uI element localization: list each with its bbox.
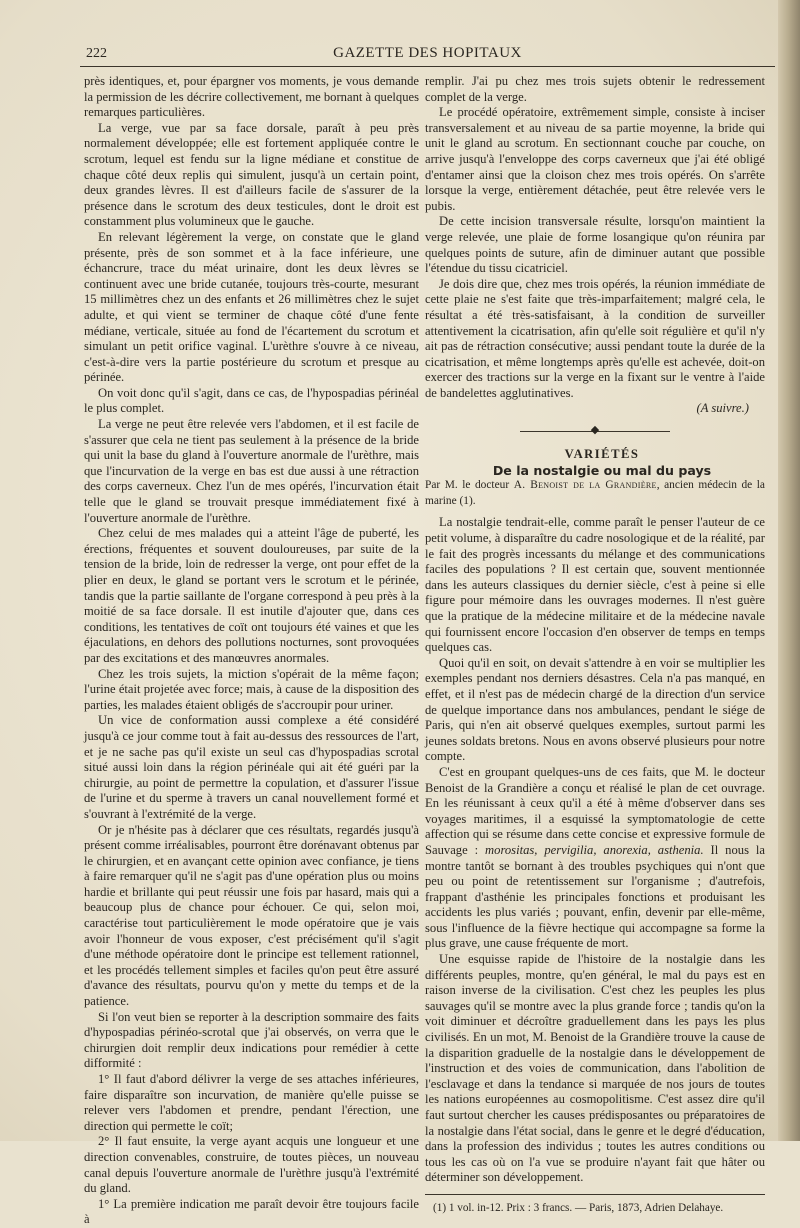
list-item: 1° Il faut d'abord délivrer la verge de ses attaches inférieures, faire disparaître son incurvation, de manière qu'elle puisse se relever vers l'abdomen et prendre, pendant l'érection, une direction qui permette le coït; [84, 1072, 419, 1133]
left-column [84, 74, 419, 1228]
paragraph [425, 765, 765, 952]
header-rule [80, 66, 775, 67]
footnote-rule [425, 1194, 765, 1195]
page-binding-shadow [778, 0, 800, 1141]
paragraph: La nostalgie tendrait-elle, comme paraît le penser l'auteur de ce petit volume, à disparaître du cadre nosologique et de la réalité, par le fait des progrès incessants du mélange et des communications faciles des populations ? Il est certain que, souvent mentionnée dans les auteurs classiques du dernier siècle, c'est à peine si elle figure pour mémoire dans les ouvrages modernes. Il n'est guère que la pratique de la médecine militaire et de la médecine navale qui fournissent encore l'occasion d'en observer de temps en temps quelques cas. [425, 515, 765, 655]
to-be-continued: (A suivre.) [696, 401, 749, 416]
paragraph: En relevant légèrement la verge, on constate que le gland présente, près de son sommet et à la face inférieure, une échancrure, trace du méat urinaire, dont les deux lèvres se continuent avec une bride cutanée, toujours très-courte, mesurant 15 millimètres chez un des enfants et 26 millimètres chez le sujet adulte, et qui vient se terminer de chaque côté d'une fente médiane, verticale, située au fond de l'écartement du scrotum et simulant un petit orifice vaginal. L'urèthre s'ouvre à ce niveau, c'est-à-dire vers la partie postérieure du scrotum et presque au périnée. [84, 229, 419, 385]
paragraph: Chez les trois sujets, la miction s'opérait de la même façon; l'urine était projetée avec force; mais, à cause de la disposition des parties, les malades étaient obligés de s'accroupir pour uriner. [84, 666, 419, 712]
section-separator [520, 424, 670, 437]
article-title: De la nostalgie ou mal du pays [492, 462, 712, 478]
right-column [425, 74, 765, 1217]
page-header [80, 44, 775, 66]
paragraph: près identiques, et, pour épargner vos moments, je vous demande la permission de les décrire collectivement, me bornant à quelques remarques particulières. [84, 74, 420, 120]
paragraph-text: C'est en groupant quelques-uns de ces faits, que M. le docteur Benoist de la Grandière a conçu et réalisé le plan de cet ouvrage. En les réunissant à ceux qu'il a été à même d'observer dans ses voyages maritimes, il a esquissé la symptomatologie de cette affection qui se résume dans cette concise et expressive formule de Sauvage : [425, 764, 765, 857]
paragraph: Si l'on veut bien se reporter à la description sommaire des faits d'hypospadias périnéo-scrotal que j'ai observés, on verra que le chirurgien doit remplir deux indications pour remédier à cette difformité : [84, 1009, 419, 1071]
list-item: 1° La première indication me paraît devoir être toujours facile à [84, 1196, 419, 1227]
paragraph: Je dois dire que, chez mes trois opérés, la réunion immédiate de cette plaie ne s'est faite que très-imparfaitement; malgré cela, le résultat a été très-satisfaisant, à la condition de surveiller attentivement la cicatrisation, afin qu'elle soit régulière et qu'il n'y ait pas de rétraction consécutive; aussi pendant toute la durée de la cicatrisation, et même longtemps après qu'elle est achevée, doit-on exercer des tractions sur la verge en la fixant sur le ventre à l'aide de bandelettes agglutinatives. [425, 276, 765, 400]
paragraph: Le procédé opératoire, extrêmement simple, consiste à inciser transversalement et au niveau de sa partie moyenne, la bride qui unit le gland au scrotum. En sectionnant couche par couche, on arrive jusqu'à l'enveloppe des corps caverneux que j'ai été obligé d'entamer ainsi que la cloison chez mes trois opérés. On s'arrête lorsque la verge, entièrement détachée, peut être relevée vers le pubis. [425, 105, 765, 213]
footnote: (1) 1 vol. in-12. Prix : 3 francs. — Paris, 1873, Adrien Delahaye. [433, 1201, 724, 1214]
paragraph: La verge, vue par sa face dorsale, paraît à peu près normalement développée; elle est fortement appliquée contre le scrotum, lequel est fendu sur la ligne médiane et constitue de chaque côté deux replis qui simulent, jusqu'à un certain point, deux grandes lèvres. Il est d'ailleurs facile de s'assurer de la présence dans le scrotum des deux testicules, dont le droit est constamment plus volumineux que le gauche. [84, 120, 419, 229]
byline-author: A. Benoist de la Grandière [513, 479, 657, 492]
byline [425, 478, 765, 509]
sauvage-formula: morositas, pervigilia, anorexia, asthenia. [485, 842, 704, 857]
paragraph: remplir. J'ai pu chez mes trois sujets obtenir le redressement complet de la verge. [425, 74, 765, 104]
paragraph: Quoi qu'il en soit, on devait s'attendre à en voir se multiplier les exemples pendant nos derniers désastres. Cela n'a pas manqué, en effet, et il n'est pas de médecin chargé de la direction d'un service de quelque importance dans nos ambulances, pendant le siége de Paris, qui n'en ait observé quelques exemples, surtout parmi les jeunes soldats bretons. Nous en avons observé plusieurs pour notre compte. [425, 655, 765, 764]
byline-suffix: , ancien médecin de la marine (1). [425, 479, 765, 507]
list-item: 2° Il faut ensuite, la verge ayant acquis une longueur et une direction convenables, construire, de toutes pièces, un nouveau canal depuis l'ouverture anormale de l'urèthre jusqu'à l'extrémité du gland. [84, 1134, 419, 1196]
section-title: VARIÉTÉS [564, 447, 640, 462]
paragraph: La verge ne peut être relevée vers l'abdomen, et il est facile de s'assurer que cela ne tient pas seulement à la présence de la bride qui unit la base du gland à l'ouverture anormale de l'urèthre, mais que l'incurvation de la verge en bas est due aussi à une rétraction des corps caverneux. Chez l'un de mes opérés, l'incurvation était telle que le gland se trouvait presque immédiatement fixé à l'ouverture anormale de l'urèthre. [84, 417, 419, 525]
paragraph: Chez celui de mes malades qui a atteint l'âge de puberté, les érections, fréquentes et souvent douloureuses, par suite de la tension de la bride, loin de redresser la verge, ont pour effet de la plier en deux, le gland se portant vers le scrotum et le périnée, tandis que la partie saillante de l'organe correspond à peu près à la moitié de sa face dorsale. Il est inutile d'ajouter que, dans ces conditions, les tentatives de coït ont toujours été vaines et que les éjaculations, en dehors des pollutions nocturnes, sont provoquées par des excitations et des manœuvres anormales. [84, 526, 419, 665]
paragraph: On voit donc qu'il s'agit, dans ce cas, de l'hypospadias périnéal le plus complet. [84, 385, 419, 416]
paragraph: Un vice de conformation aussi complexe a été considéré jusqu'à ce jour comme tout à fait au-dessus des ressources de l'art, et je ne sache pas qu'il existe un seul cas d'hypospadias scrotal situé aussi loin dans la région périnéale qui ait été guéri par la chirurgie, au point de permettre la copulation, et d'assurer l'issue de l'urine et du sperme à travers un canal nouvellement formé et s'ouvrant à l'extrémité de la verge. [84, 713, 419, 821]
paragraph-text: Il nous la montre tantôt se bornant à des troubles psychiques qui n'ont que peu ou point de retentissement sur l'organisme ; d'autrefois, frappant d'asthénie les principales fonctions et produisant les accidents les plus variés ; pouvant, enfin, devenir par elle-même, sous l'influence de la fièvre hectique qui accompagne sa forme la plus grave, une cause fréquente de mort. [425, 842, 765, 951]
paragraph: Or je n'hésite pas à déclarer que ces résultats, regardés jusqu'à présent comme irréalisables, pourront être dorénavant obtenus par le chirurgien, et en avançant cette opinion avec confiance, je tiens à faire remarquer qu'il ne s'agit pas d'une opération plus ou moins hardie et brillante qui peut réussir une fois par hasard, mais qui a beaucoup plus de chance pour échouer. Ce qui, selon moi, caractérise tout particulièrement le mode opératoire que je vais avoir l'honneur de vous exposer, c'est précisément qu'il s'agit d'une méthode opératoire dont le principe est tellement rationnel, et les procédés tellement simples et faciles qu'on peut être assuré d'avance des résultats, pourvu qu'on y mette du temps et de la patience. [84, 822, 419, 1009]
paragraph: Une esquisse rapide de l'histoire de la nostalgie dans les différents peuples, montre, qu'en général, le mal du pays est en raison inverse de la civilisation. C'est chez les peuples les plus sauvages qu'il se montre avec la plus grande force ; tandis qu'on la voit diminuer et décroître graduellement dans les pays les plus civilisés. En un mot, M. Benoist de la Grandière trouve la cause de la disparition graduelle de la nostalgie dans le développement de l'instruction et des voies de communication, dans l'abolition de l'esclavage et dans la tendance si marquée de nos jours de toutes les nations européennes au cosmopolitisme. C'est assez dire qu'il faut surtout chercher les causes prédisposantes ou préparatoires de la nostalgie dans l'état social, dans le genre et le degré d'éducation, dans la profession des individus ; toutes les autres conditions ou tous les cas où on l'a vue se produire n'ayant fait que hâter ou déterminer son développement. [425, 952, 765, 1185]
separator-ornament: ◆ [590, 424, 600, 437]
running-title: GAZETTE DES HOPITAUX [333, 45, 522, 61]
paragraph: De cette incision transversale résulte, lorsqu'on maintient la verge relevée, une plaie de forme losangique qu'on réunira par quelques points de suture, afin de diminuer autant que possible l'étendue du tissu cicatriciel. [425, 214, 765, 276]
byline-prefix: Par M. le docteur [425, 479, 510, 492]
page-number: 222 [86, 46, 107, 61]
